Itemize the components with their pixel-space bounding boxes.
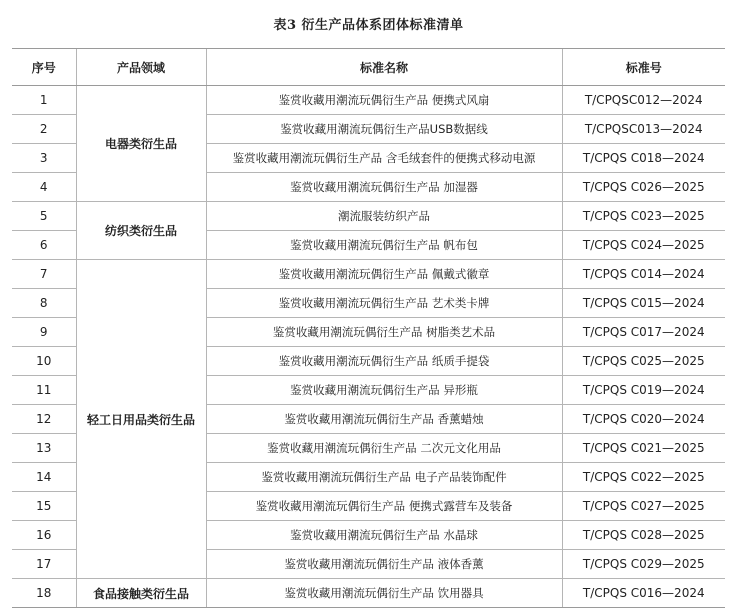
header-product-domain: 产品领域 [76,49,206,86]
serial-number-cell: 17 [12,550,76,579]
standard-code-cell: T/CPQS C022—2025 [562,463,725,492]
product-domain-cell: 电器类衍生品 [76,86,206,202]
serial-number-cell: 8 [12,289,76,318]
product-domain-cell: 纺织类衍生品 [76,202,206,260]
standard-name-cell: 鉴赏收藏用潮流玩偶衍生产品 纸质手提袋 [206,347,562,376]
product-domain-cell: 轻工日用品类衍生品 [76,260,206,579]
standard-code-cell: T/CPQS C018—2024 [562,144,725,173]
standard-code-cell: T/CPQS C016—2024 [562,579,725,608]
standard-code-cell: T/CPQSC012—2024 [562,86,725,115]
table-row [12,579,725,608]
standard-code-cell: T/CPQS C027—2025 [562,492,725,521]
serial-number-cell: 1 [12,86,76,115]
standard-name-cell: 鉴赏收藏用潮流玩偶衍生产品 香薰蜡烛 [206,405,562,434]
standard-name-cell: 鉴赏收藏用潮流玩偶衍生产品 饮用器具 [206,579,562,608]
standard-name-cell: 鉴赏收藏用潮流玩偶衍生产品 佩戴式徽章 [206,260,562,289]
standard-name-cell: 鉴赏收藏用潮流玩偶衍生产品 便携式风扇 [206,86,562,115]
serial-number-cell: 10 [12,347,76,376]
standard-code-cell: T/CPQS C021—2025 [562,434,725,463]
standard-name-cell: 鉴赏收藏用潮流玩偶衍生产品 树脂类艺术品 [206,318,562,347]
serial-number-cell: 4 [12,173,76,202]
header-standard-code: 标准号 [562,49,725,86]
product-domain-cell: 食品接触类衍生品 [76,579,206,608]
standard-code-cell: T/CPQS C015—2024 [562,289,725,318]
standard-name-cell: 鉴赏收藏用潮流玩偶衍生产品 含毛绒套件的便携式移动电源 [206,144,562,173]
standard-name-cell: 鉴赏收藏用潮流玩偶衍生产品 便携式露营车及装备 [206,492,562,521]
table-row [12,260,725,289]
serial-number-cell: 18 [12,579,76,608]
standard-name-cell: 鉴赏收藏用潮流玩偶衍生产品USB数据线 [206,115,562,144]
serial-number-cell: 2 [12,115,76,144]
standard-name-cell: 鉴赏收藏用潮流玩偶衍生产品 加湿器 [206,173,562,202]
standard-code-cell: T/CPQS C028—2025 [562,521,725,550]
serial-number-cell: 5 [12,202,76,231]
serial-number-cell: 11 [12,376,76,405]
standards-table [12,48,725,608]
table-title: 表3 衍生产品体系团体标准清单 [273,18,464,33]
standard-code-cell: T/CPQS C023—2025 [562,202,725,231]
standard-name-cell: 鉴赏收藏用潮流玩偶衍生产品 艺术类卡牌 [206,289,562,318]
standard-code-cell: T/CPQS C029—2025 [562,550,725,579]
table-header-row [12,49,725,86]
serial-number-cell: 13 [12,434,76,463]
header-standard-name: 标准名称 [206,49,562,86]
standard-name-cell: 潮流服装纺织产品 [206,202,562,231]
serial-number-cell: 7 [12,260,76,289]
standard-name-cell: 鉴赏收藏用潮流玩偶衍生产品 水晶球 [206,521,562,550]
standard-name-cell: 鉴赏收藏用潮流玩偶衍生产品 二次元文化用品 [206,434,562,463]
standard-code-cell: T/CPQS C026—2025 [562,173,725,202]
header-serial-number: 序号 [12,49,76,86]
standard-code-cell: T/CPQS C020—2024 [562,405,725,434]
table-row [12,202,725,231]
standard-code-cell: T/CPQS C017—2024 [562,318,725,347]
standard-code-cell: T/CPQS C025—2025 [562,347,725,376]
serial-number-cell: 6 [12,231,76,260]
serial-number-cell: 12 [12,405,76,434]
table-row [12,86,725,115]
serial-number-cell: 3 [12,144,76,173]
serial-number-cell: 9 [12,318,76,347]
standard-name-cell: 鉴赏收藏用潮流玩偶衍生产品 电子产品装饰配件 [206,463,562,492]
serial-number-cell: 14 [12,463,76,492]
standard-code-cell: T/CPQS C024—2025 [562,231,725,260]
table-body [12,86,725,608]
standard-code-cell: T/CPQS C014—2024 [562,260,725,289]
standard-name-cell: 鉴赏收藏用潮流玩偶衍生产品 液体香薰 [206,550,562,579]
standard-name-cell: 鉴赏收藏用潮流玩偶衍生产品 异形瓶 [206,376,562,405]
standard-code-cell: T/CPQS C019—2024 [562,376,725,405]
serial-number-cell: 15 [12,492,76,521]
standard-code-cell: T/CPQSC013—2024 [562,115,725,144]
standard-name-cell: 鉴赏收藏用潮流玩偶衍生产品 帆布包 [206,231,562,260]
serial-number-cell: 16 [12,521,76,550]
